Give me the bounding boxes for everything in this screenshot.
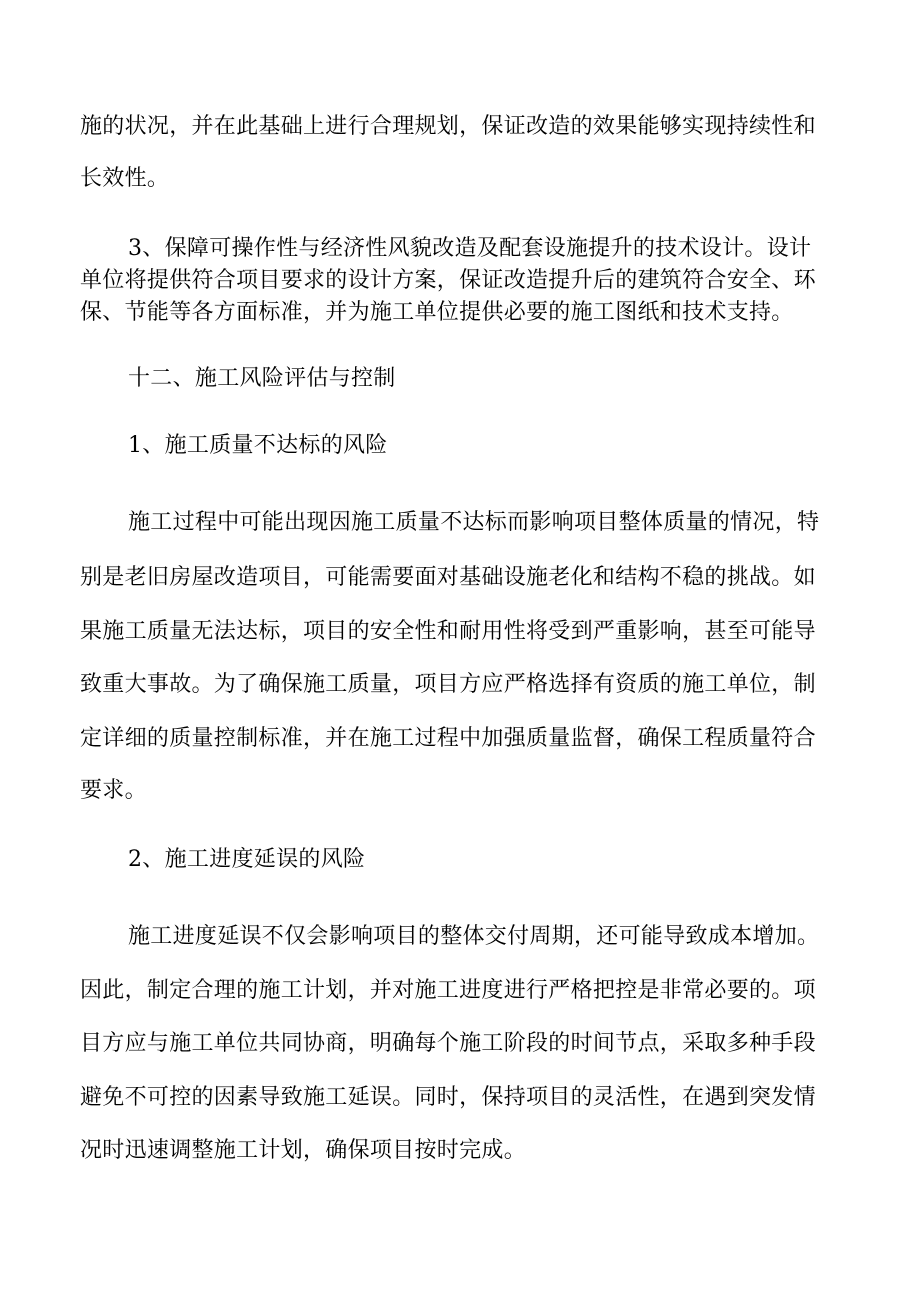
paragraph-4-line-4: 避免不可控的因素导致施工延误。同时，保持项目的灵活性，在遇到突发情 <box>80 1085 816 1110</box>
paragraph-3-line-1: 施工过程中可能出现因施工质量不达标而影响项目整体质量的情况，特 <box>128 510 820 535</box>
paragraph-3-line-3: 果施工质量无法达标，项目的安全性和耐用性将受到严重影响，甚至可能导 <box>80 619 816 644</box>
paragraph-1-line-2: 长效性。 <box>80 166 170 191</box>
paragraph-3-line-5: 定详细的质量控制标准，并在施工过程中加强质量监督，确保工程质量符合 <box>80 726 816 751</box>
paragraph-4-line-5: 况时迅速调整施工计划，确保项目按时完成。 <box>80 1138 527 1163</box>
paragraph-3-line-4: 致重大事故。为了确保施工质量，项目方应严格选择有资质的施工单位，制 <box>80 672 816 697</box>
paragraph-3-line-6: 要求。 <box>80 778 147 803</box>
paragraph-2-line-3: 保、节能等各方面标准，并为施工单位提供必要的施工图纸和技术支持。 <box>80 300 794 325</box>
section-heading: 十二、施工风险评估与控制 <box>128 366 396 391</box>
subsection-heading-1: 1、施工质量不达标的风险 <box>128 433 388 458</box>
paragraph-1-line-1: 施的状况，并在此基础上进行合理规划，保证改造的效果能够实现持续性和 <box>80 114 816 139</box>
paragraph-3-line-2: 别是老旧房屋改造项目，可能需要面对基础设施老化和结构不稳的挑战。如 <box>80 565 816 590</box>
paragraph-4-line-2: 因此，制定合理的施工计划，并对施工进度进行严格把控是非常必要的。项 <box>80 978 816 1003</box>
paragraph-4-line-3: 目方应与施工单位共同协商，明确每个施工阶段的时间节点，采取多种手段 <box>80 1031 816 1056</box>
paragraph-2-line-2: 单位将提供符合项目要求的设计方案，保证改造提升后的建筑符合安全、环 <box>80 268 816 293</box>
paragraph-2-line-1: 3、保障可操作性与经济性风貌改造及配套设施提升的技术设计。设计 <box>128 236 812 261</box>
paragraph-4-line-1: 施工进度延误不仅会影响项目的整体交付周期，还可能导致成本增加。 <box>128 924 820 949</box>
subsection-heading-2: 2、施工进度延误的风险 <box>128 847 366 872</box>
